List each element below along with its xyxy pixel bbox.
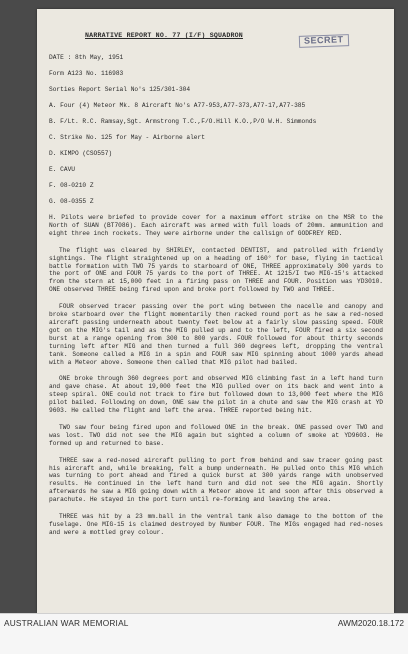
narrative-body <box>49 214 383 546</box>
paragraph: FOUR observed tracer passing over the port wing between the nacelle and canopy and broke starboard over the flight momentarily then racked round port as he saw a red-nosed aircraft passing underneath about twenty feet below at a fairly slow passing speed. FOUR got on the MIG's tail and as the MIG pulled up and to the left, FOUR fired a six second burst at a range opening from 300 to 800 yards. FOUR followed for about thirty seconds turning left after MIG and then turned a full 360 degrees left, dropping the ventral tank. Someone called a MIG in a spin and FOUR saw MIG spinning about 1000 yards ahead with a Meteor above. Someone then called that MIG pilot had bailed. <box>49 303 383 366</box>
secret-stamp: SECRET <box>299 34 349 48</box>
footer-bar <box>0 613 408 654</box>
item-e-weather: E. CAVU <box>49 166 75 173</box>
paragraph: THREE was hit by a 23 mm.ball in the ventral tank also damage to the bottom of the fuselage. One MIG-15 is claimed destroyed by Number FOUR. The MIGs engaged had red-noses and were a mottled grey colour. <box>49 513 383 536</box>
paragraph: ONE broke through 360 degrees port and observed MIG climbing fast in a left hand turn and gave chase. At about 19,000 feet the MIG pulled over on its back and went into a steep spiral. ONE could not track to fire but followed down to 13,000 feet where the MIG pilot bailed. Following on down, ONE saw the pilot in a chute and saw the MIG crash at YD 9603. He called the flight and left the area. THREE reported being hit. <box>49 375 383 415</box>
item-d-base: D. KIMPO (CSO557) <box>49 150 113 157</box>
item-f-time: F. 08-0210 Z <box>49 182 94 189</box>
item-g-time: G. 08-0355 Z <box>49 198 94 205</box>
reference-number: AWM2020.18.172 <box>337 618 404 628</box>
paragraph: TWO saw four being fired upon and followed ONE in the break. ONE passed over TWO and was lost. TWO did not see the MIG again but sighted a column of smoke at YD9603. He formed up and returned to base. <box>49 423 383 447</box>
document-page <box>37 9 394 613</box>
form-line: Form A123 No. 116983 <box>49 70 124 77</box>
report-title: NARRATIVE REPORT NO. 77 (I/F) SQUADRON <box>85 32 243 39</box>
item-a-aircraft: A. Four (4) Meteor Mk. 8 Aircraft No's A77-953,A77-373,A77-17,A77-385 <box>49 102 306 109</box>
item-b-pilots: B. F/Lt. R.C. Ramsay,Sgt. Armstrong T.C.,F/O.Hill K.O.,P/O W.H. Simmonds <box>49 118 317 125</box>
item-c-strike: C. Strike No. 125 for May - Airborne alert <box>49 134 205 141</box>
paragraph: H. Pilots were briefed to provide cover for a maximum effort strike on the MSR to the North of SUAN (BT7086). Each aircraft was armed with full loads of 20mm. ammunition and eight three inch rockets. They were airborne under the callsign of GODFREY RED. <box>49 214 383 237</box>
paragraph: The flight was cleared by SHIRLEY, contacted DENTIST, and patrolled with friendly sightings. The flight straightened up on a heading of 160° for base, flying in tactical battle formation with TWO 75 yards to starboard of ONE, THREE approximately 300 yards to the port of ONE and FOUR 75 yards to the port of THREE. At 1215/I two MIG-15's attacked from the stern at 15,000 feet in a firing pass on THREE and FOUR. Position was YD3010. ONE observed THREE being fired upon and broke port followed by TWO and THREE. <box>49 246 383 294</box>
paragraph: THREE saw a red-nosed aircraft pulling to port from behind and saw tracer going past his aircraft and, while breaking, felt a bump underneath. He pulled onto this MIG which was turning to port ahead and fired a quick burst at 300 yards range with unobserved results. He continued in the left hand turn and did not see the MIG again. Shortly afterwards he saw a MIG going down with a Meteor above it and soon after this observed a parachute. He stayed in the port turn until re-forming and leaving the area. <box>49 456 383 504</box>
sorties-line: Sorties Report Serial No's 125/301-304 <box>49 86 191 93</box>
date-line: DATE : 8th May, 1951 <box>49 54 124 61</box>
institution-name: AUSTRALIAN WAR MEMORIAL <box>4 618 129 628</box>
